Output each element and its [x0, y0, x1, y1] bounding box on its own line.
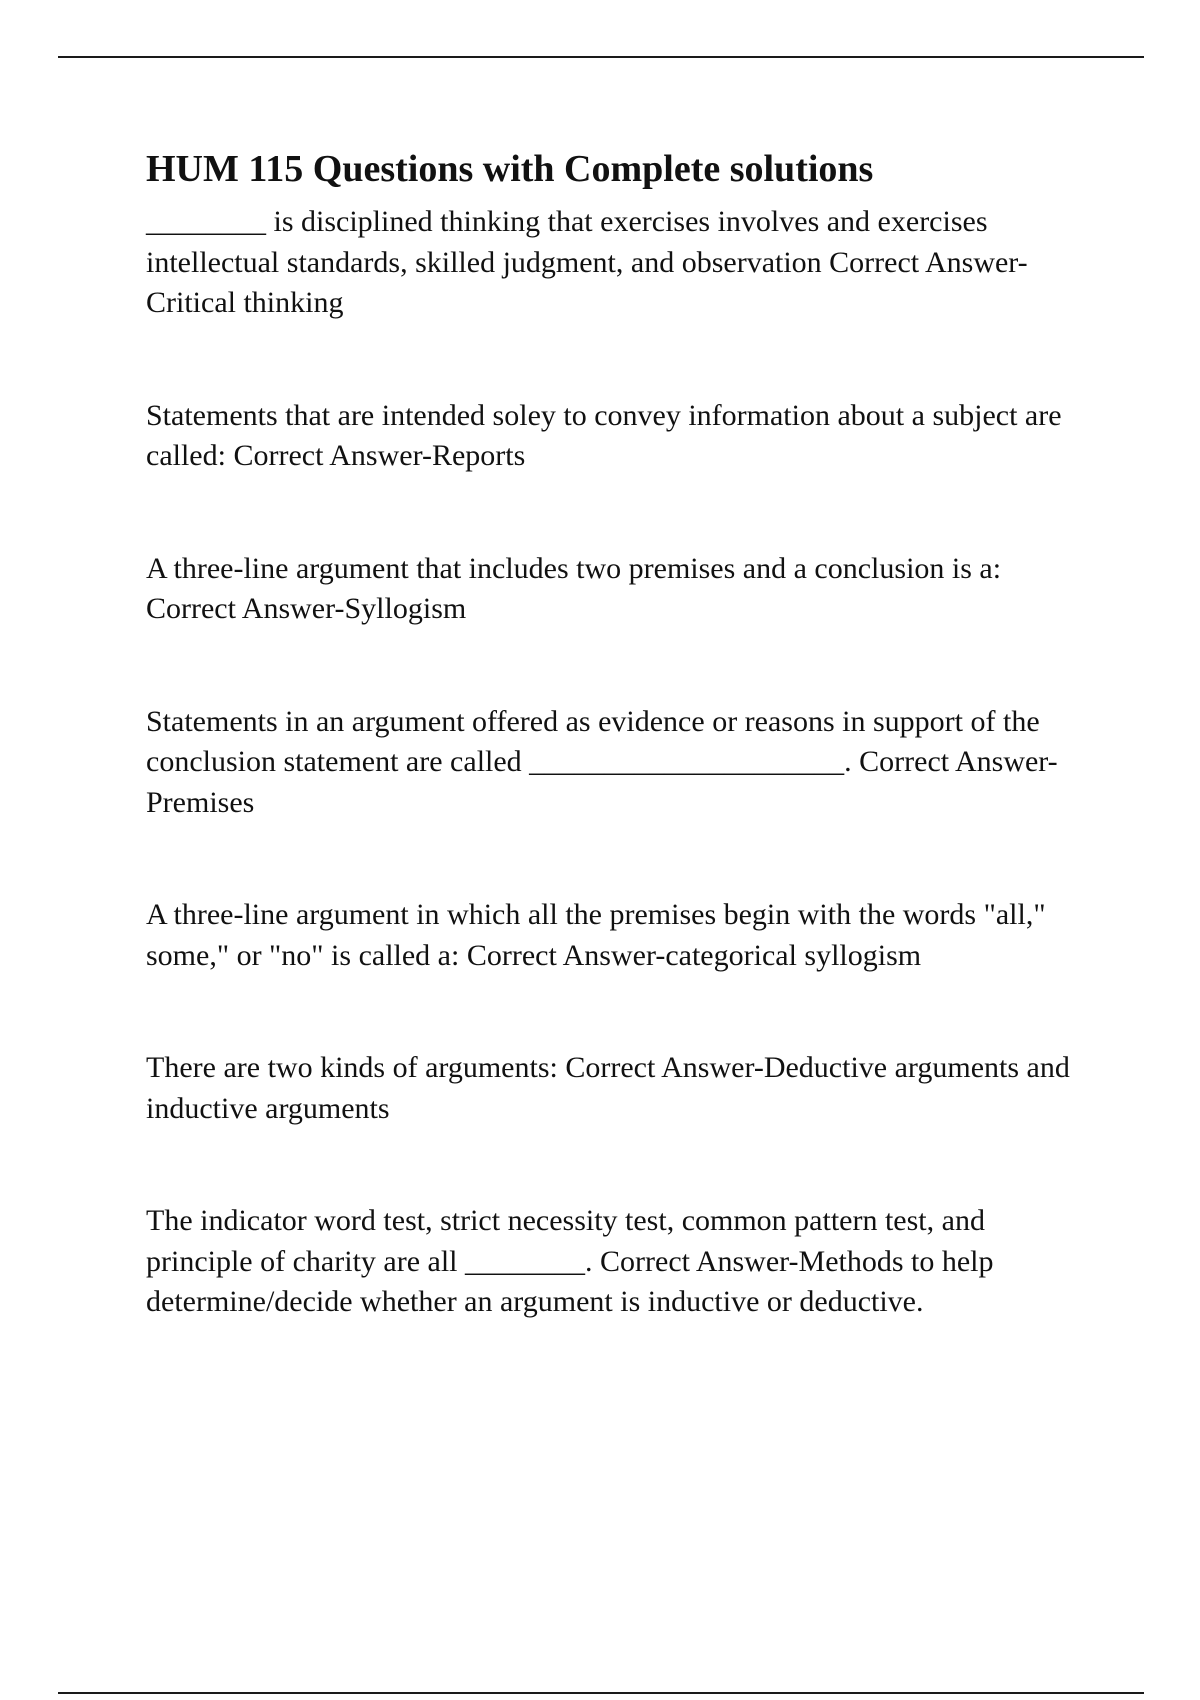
qa-item-2: Statements that are intended soley to convey information about a subject are called: Correct Answer-Reports — [146, 398, 1062, 472]
bottom-divider — [58, 1692, 1144, 1694]
document-body — [146, 143, 1096, 1323]
qa-item-6: There are two kinds of arguments: Correct Answer-Deductive arguments and inductive arguments — [146, 1051, 1070, 1125]
qa-item-5: A three-line argument in which all the premises begin with the words "all," some," or "no" is called a: Correct Answer-categorical syllogism — [146, 898, 1046, 972]
qa-item-1: ________ is disciplined thinking that exercises involves and exercises intellectual standards, skilled judgment, and observation Correct Answer-Critical thinking — [146, 205, 1028, 319]
qa-item-7: The indicator word test, strict necessity test, common pattern test, and principle of charity are all ________. Correct Answer-Methods to help determine/decide whether an argument is inductive or deductive. — [146, 1204, 994, 1318]
document-title: HUM 115 Questions with Complete solutions — [146, 148, 874, 190]
qa-item-3: A three-line argument that includes two premises and a conclusion is a: Correct Answer-Syllogism — [146, 551, 1002, 625]
qa-item-4: Statements in an argument offered as evidence or reasons in support of the conclusion statement are called _____________________. Correct Answer-Premises — [146, 704, 1058, 819]
top-divider — [58, 56, 1144, 58]
